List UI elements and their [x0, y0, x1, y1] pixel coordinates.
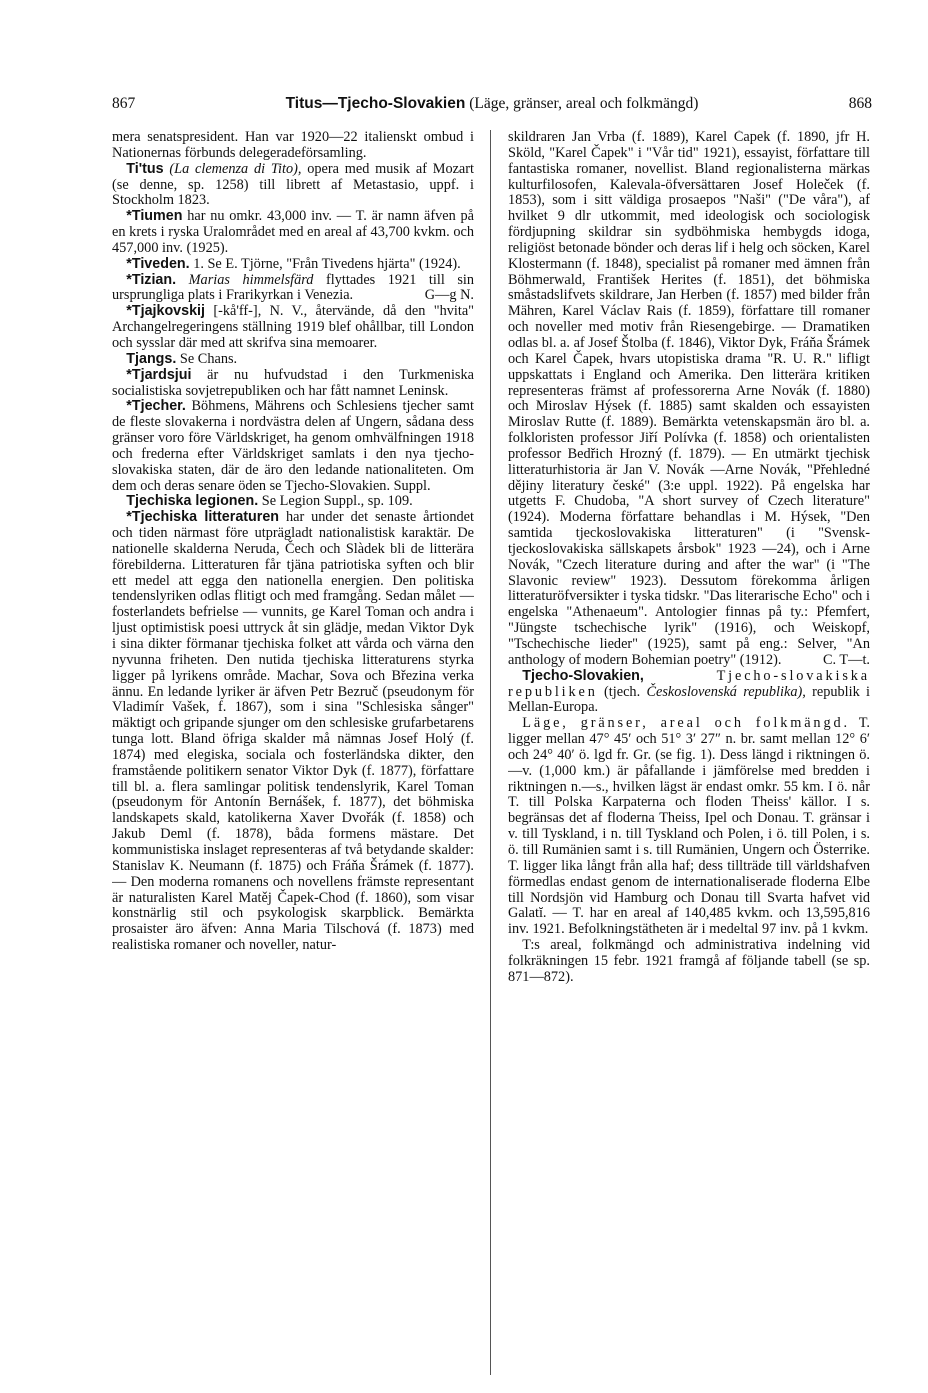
page-number-right: 868	[848, 95, 872, 112]
entry-tiumen	[112, 209, 474, 257]
right-column	[508, 130, 870, 1375]
entry-tjajkovskij	[112, 304, 474, 352]
entry-text: flyttades 1921 till sin ursprungliga plats i Frarikyrkan i Venezia.	[112, 271, 474, 304]
running-title-rest: (Läge, gränser, areal och folkmängd)	[469, 95, 699, 112]
entry-headword: Tjangs.	[126, 350, 177, 367]
entry-italic: Československá republika),	[646, 683, 806, 700]
entry-headword: *Tjardsjui	[126, 366, 192, 383]
page-number-left: 867	[112, 95, 136, 112]
entry-tjecher	[112, 399, 474, 494]
continuation-paragraph: mera senatspresident. Han var 1920—22 italienskt ombud i Nationernas förbunds delegeradeförsamling.	[112, 130, 474, 161]
entry-tjardsjui	[112, 368, 474, 400]
section-table-reference: T:s areal, folkmängd och administrativa indelning vid folkräkningen 15 febr. 1921 framgå af följande tabell (se sp. 871—872).	[508, 937, 870, 985]
entry-tjangs	[112, 352, 474, 368]
continuation-paragraph	[508, 130, 870, 669]
entry-headword: *Tizian.	[126, 271, 177, 288]
entry-text: Böhmens, Mährens och Schlesiens tjecher samt de fleste slovakerna i nordvästra delen af Ungern, sådana dess gränser voro före Världskriget, ha genom omhvälfningen 1918 och frederna efter Världskriget samlats i den nya tjecho-slovakiska staten, där de äro den ledande nationaliteten. Om dem och deras senare öden se Tjecho-Slovakien. Suppl.	[112, 398, 474, 494]
entry-text: [-kå'ff-], N. V., återvände, då den "hvita" Archangelregeringens ställning 1919 blef ohållbar, till London och sysslar där med att skrifva sina memoarer.	[112, 303, 474, 351]
left-column	[112, 130, 474, 1375]
entry-headword: *Tjajkovskij	[126, 303, 205, 320]
section-heading: Läge, gränser, areal och folkmängd.	[522, 715, 850, 732]
author-signature: C. T—t.	[822, 651, 870, 668]
entry-italic: Marias himmelsfärd	[188, 271, 314, 288]
entry-headword: *Tiveden.	[126, 255, 190, 272]
entry-text: Se Legion Suppl., sp. 109.	[261, 493, 413, 510]
entry-tizian	[112, 273, 474, 305]
entry-text: har nu omkr. 43,000 inv. — T. är namn äfven på en krets i ryska Uralområdet med en areal af 43,700 kvkm. och 457,000 inv. (1925).	[112, 208, 474, 256]
entry-headword: *Tiumen	[126, 208, 183, 225]
author-signature: G—g N.	[424, 287, 474, 304]
running-title	[112, 95, 872, 113]
entry-text: Se Chans.	[179, 350, 238, 367]
column-divider	[490, 130, 491, 1375]
entry-tjechiska-litteraturen	[112, 510, 474, 954]
entry-text: skildraren Jan Vrba (f. 1889), Karel Čapek (f. 1890, jfr H. Sköld, "Karel Čapek" i "Vår tid" 1921), essayist, författare till fantastiska romaner, novellist. Bland regionalisterna märkas kulturfilosofen, Kalevala-öfversättaren Josef Holeček (f. 1853), som i sitt väldiga prosaepos "Naši" ("De våra"), af hvilket 9 dlr utkommit, med ideologisk och sociologisk fördjupning skildrar sin sydböhmiska hembygds idoga, religiöst betonade bönder och deras lif i helg och söcken, Karel Klostermann (f. 1848), specialist på romaner med ämnen från Böhmerwald, František Herites (f. 1851), det böhmiska småstadslifvets skildrare, Jan Herben (f. 1857) med bilder från Mähren, Karel Václav Rais (f. 1859), författare till romaner och noveller med motiv från Riesengebirge. — Dramatiken odlas bl. a. af Josef Štolba (f. 1846), Viktor Dyk, Fráňa Šrámek och Karel Čapek, hvars utopistiska drama "R. U. R." lifligt uppskattats i England och Amerika. Den litterära kritiken representeras främst af professorerna Arne Novák (f. 1880) och Miroslav Hýsek (f. 1885) samt skalden och essayisten Miroslav Rutte (f. 1889). Bemärkta vetenskapsmän äro bl. a. folkloristen professor Jiří Polívka (f. 1858) och orientalisten professor Bedřich Hrozný (f. 1879). — En utmärkt tjechisk litteraturhistoria är Jan V. Novák —Arne Novák, "Přehledné dějiny literatury české" (3:e uppl. 1922). På engelska har utgetts F. Chudoba, "A short survey of Czech literature" (1924). Moderna författare behandlas i M. Hýsek, "Den samtida tjeckoslovakiska litteraturen" (i "Svensk-tjeckoslovakiska sällskapets årsbok" 1923 —24), och i Arne Novák, "Czech literature during and after the war" (i "The Slavonic review" 1923). Dessutom förekomma årligen litteraturöfversikter i tyska tidskr. "Das literarische Echo" och i engelska "Athenaeum". Antologier finnas på ty.: Pfemfert, "Jüngste tschechische lyrik" (1916), och Weiskopf, "Tschechische lieder" (1925), samt på eng.: Selver, "An anthology of modern Bohemian poetry" (1912).	[508, 130, 870, 668]
entry-headword: *Tjecher.	[126, 398, 186, 415]
entry-text: opera med musik af Mozart (se denne, sp. 1258) till librett af Metastasio, uppf. i Stockholm 1823.	[112, 160, 474, 209]
entry-text: (tjech.	[604, 683, 641, 700]
entry-headword: Ti'tus	[126, 160, 164, 177]
entry-text: republik i Mellan-Europa.	[508, 683, 870, 716]
entry-headword: *Tjechiska litteraturen	[126, 509, 280, 526]
entry-tiveden	[112, 257, 474, 273]
entry-spaced-name: Tjecho-slovakiska republiken	[508, 667, 870, 700]
entry-tjechiska-legionen	[112, 494, 474, 510]
entry-text: T. ligger mellan 47° 45′ och 51° 3′ 27″ n. br. samt mellan 12° 6′ och 24° 40′ ö. lgd fr. Gr. (se fig. 1). Dess längd i riktningen ö.—v. (1,000 km.) är påfallande i jämförelse med bredden i riktningen n.—s., hvilken lägst är endast omkr. 55 km. I ö. når T. till Polska Karpaterna och floden Theiss' källor. I s. begränsas det af floderna Theiss, Ipel och Donau. T. gränsar i v. till Tyskland, i n. till Tyskland och Polen, i ö. till Polen, i s. ö. till Rumänien samt i s. till Rumänien, Ungern och Österrike. T. ligger lika långt från alla haf; dess tillträde till världshafven förmedlas endast genom de internationaliserade floderna Elbe till Nordsjön vid Hamburg och Donau till Svarta hafvet vid Galatĭ. — T. har en areal af 140,485 kvkm. och 13,595,816 inv. 1921. Befolkningstätheten är i medeltal 97 inv. på 1 kvkm.	[508, 715, 870, 938]
entry-text: 1. Se E. Tjörne, "Från Tivedens hjärta" (1924).	[193, 255, 461, 272]
page-header	[112, 95, 872, 119]
entry-titus	[112, 162, 474, 210]
entry-headword: Tjecho-Slovakien,	[522, 667, 644, 684]
running-title-bold: Titus—Tjecho-Slovakien	[285, 95, 466, 112]
entry-text: är nu hufvudstad i den Turkmeniska socialistiska sovjetrepubliken och har fått namnet Leninsk.	[112, 366, 474, 399]
entry-text: har under det senaste årtiondet och tiden närmast före utprägladt nationalistisk karaktär. De nationelle skalderna Neruda, Čech och Slàdek bli de litterära förebilderna. Litteraturen får tjäna patriotiska syften och blir ett medel att egga den nationella energien. Den politiska tendenslyriken odlas flitigt och med framgång. Sedan målet — fosterlandets befrielse — vunnits, ge Karel Toman och andra i ljust optimistisk poesi uttryck åt sin glädje, medan Viktor Dyk i sina dikter förmanar tjechiska folket att vårda och värna den nyvunna friheten. Den nutida tjechiska litteraturens styrka ligger på lyrikens område. Machar, Sova och Březina verka ännu. En ledande lyriker är äfven Petr Bezruč (pseudonym för Vladimír Vašek, f. 1867), som i sina "Schlesiska sånger" mäktigt och gripande sjunger om den schlesiske grufarbetarens tunga lott. Bland öfriga skalder må nämnas Josef Holý (f. 1874) med elegiska, sociala och fosterländska dikter, den framstående politikern senator Viktor Dyk (f. 1877), författare till bl. a. flera samlingar politisk tendenslyrik, Karel Toman (pseudonym för Antonín Bernášek, f. 1877), det böhmiska landskapets skald, katolikerna Xaver Dvořák (f. 1858) och Jakub Deml (f. 1878), båda formens mästare. Det kommunistiska inslaget representeras af två betydande skalder: Stanislav K. Neumann (f. 1875) och Fráňa Šrámek (f. 1877). — Den moderna romanens och novellens främste representant är naturalisten Karel Matěj Čapek-Chod (f. 1860), som visar konstnärlig stil och psykologisk skarpblick. Bemärkta prosaister äro äfven: Anna Maria Tilschová (f. 1873) med realistiska romaner och noveller, natur-	[112, 509, 474, 954]
entry-headword: Tjechiska legionen.	[126, 493, 259, 510]
section-lage	[508, 716, 870, 938]
entry-italic: (La clemenza di Tito),	[169, 160, 302, 177]
entry-tjecho-slovakien	[508, 669, 870, 717]
